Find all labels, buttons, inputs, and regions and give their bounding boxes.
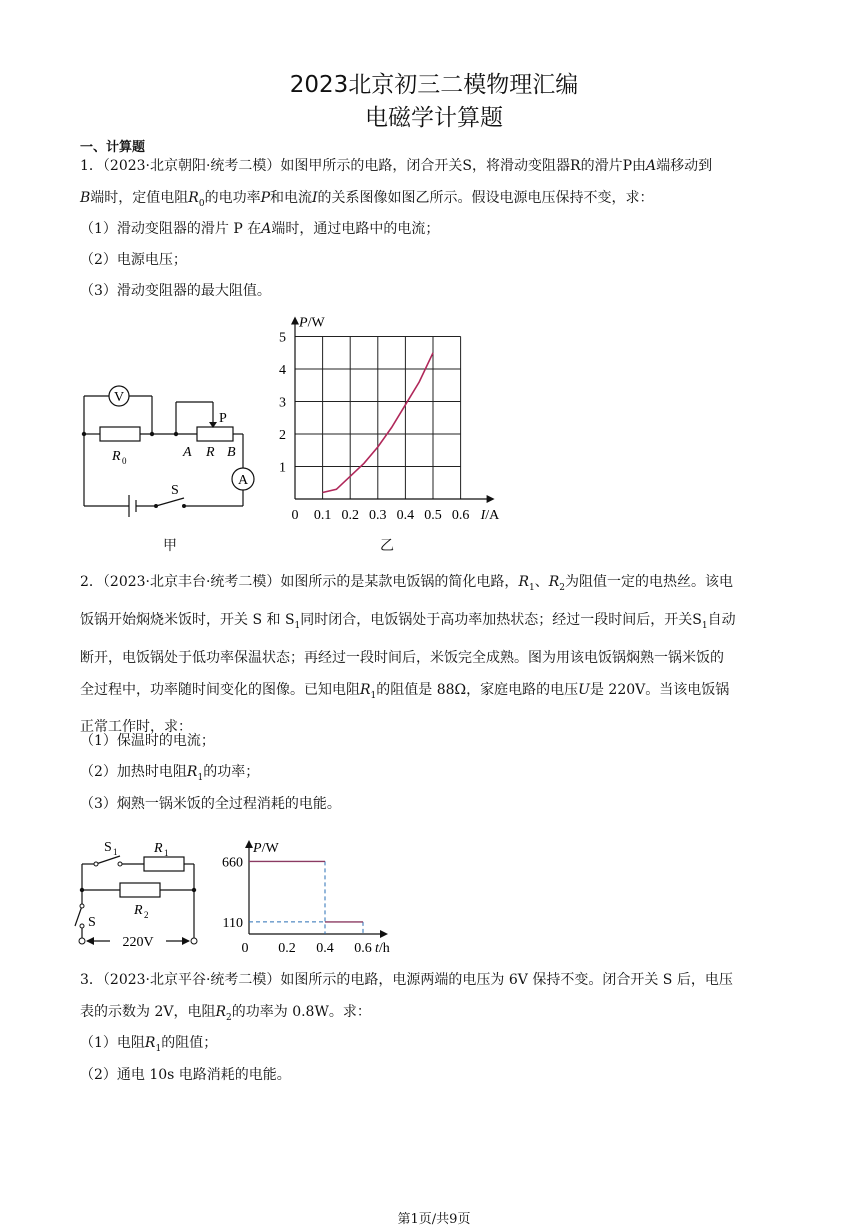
q2-sub1: （1）保温时的电流；: [80, 733, 215, 749]
s1-subscript: 1: [113, 847, 118, 857]
s1-label: S: [104, 840, 112, 855]
figure-label-jia: 甲: [163, 538, 177, 554]
r0-subscript: 0: [122, 456, 127, 466]
x-tick-label: 0.1: [313, 508, 332, 523]
x-tick-label: 0.4: [316, 941, 334, 956]
x-tick-label: 0.2: [341, 508, 359, 523]
y-tick-label: 2: [279, 428, 286, 443]
x-axis-arrow: [487, 495, 495, 503]
slider-p-label: P: [219, 411, 227, 426]
page-footer: 第1页/共9页: [397, 1212, 471, 1227]
q2-circuit-diagram: [74, 834, 214, 954]
r0-label: R: [112, 449, 121, 464]
q3-stem: 3．（2023·北京平谷·统考二模）如图所示的电路，电源两端的电压为 6V 保持不变。闭合开关 S 后，电压 表的示数为 2V，电阻$R_2$的功率为 0.8W。求：: [80, 972, 733, 1023]
q1-sub1: （1）滑动变阻器的滑片 P 在A端时，通过电路中的电流；: [80, 221, 440, 237]
y-tick-label: 3: [279, 395, 286, 411]
r2-label: R: [134, 903, 143, 918]
x-tick-label: 0.6: [354, 941, 372, 956]
q3-sub2: （2）通电 10s 电路消耗的电能。: [80, 1067, 291, 1083]
y-tick-label: 4: [279, 363, 286, 378]
switch-s-label: S: [88, 915, 96, 930]
supply-voltage-label: 220V: [122, 935, 154, 950]
q1-sub2: （2）电源电压；: [80, 252, 187, 268]
x-tick-label: 0.6: [451, 508, 470, 523]
x-axis-arrow: [380, 930, 388, 938]
x-tick-label: 0.5: [424, 508, 442, 523]
y-axis-label: P/W: [299, 315, 325, 331]
r2-subscript: 2: [144, 910, 149, 920]
document-title: 2023北京初三二模物理汇编: [289, 72, 579, 98]
power-current-chart: [266, 305, 516, 530]
figure-label-yi: 乙: [380, 538, 394, 554]
x-tick-label: 0.3: [369, 508, 387, 523]
y-axis-label: P/W: [253, 841, 279, 856]
q1-stem: 1．（2023·北京朝阳·统考二模）如图甲所示的电路，闭合开关S，将滑动变阻器R的滑片P由A端移动到 B端时，定值电阻$R_0$的电功率P和电流I的关系图像如图乙所示。假设电源电压保持不变，求：: [80, 158, 713, 209]
x-tick-label: 0.2: [278, 941, 296, 956]
x-axis-label: t/h: [375, 941, 390, 956]
voltmeter-label: V: [113, 390, 125, 405]
x-tick-label: 0: [241, 941, 249, 956]
r1-subscript: 1: [164, 848, 169, 858]
end-a-label: A: [183, 445, 192, 460]
y-tick-label: 5: [279, 330, 286, 346]
document-subtitle: 电磁学计算题: [365, 105, 503, 131]
r1-label: R: [154, 841, 163, 856]
x-tick-label: 0.4: [396, 508, 415, 523]
y-tick-label: 110: [222, 915, 243, 931]
x-tick-label: 0: [291, 508, 299, 523]
end-b-label: B: [227, 445, 236, 460]
section-heading: 一、计算题: [80, 140, 146, 155]
ammeter-label: A: [237, 473, 249, 488]
switch-s-label: S: [171, 483, 179, 498]
q2-sub2: （2）加热时电阻$R_1$的功率；: [80, 764, 260, 783]
y-tick-label: 660: [222, 855, 243, 871]
q1-circuit-diagram: [76, 378, 266, 518]
y-axis-arrow: [291, 317, 299, 325]
y-tick-label: 1: [279, 460, 286, 476]
power-time-chart: [216, 822, 396, 954]
rheostat-r-label: R: [206, 445, 215, 460]
q3-sub1: （1）电阻$R_1$的阻值；: [80, 1035, 218, 1054]
q2-stem: 2．（2023·北京丰台·统考二模）如图所示的是某款电饭锅的简化电路，$R_1$、$R_2$为阻值一定的电热丝。该电 饭锅开始焖烧米饭时，开关 S 和 $S_1$同时闭合，电饭锅处于高功率加热状态；经过一段时间后，开关$S_1$自动 断开，电饭锅处于低功率保温状态；再经过一段时间后，米饭完全成熟。图为用该电饭锅焖熟一锅米饭的 全过程中，功率随时间变化的图像。已知电阻$R_1$的阻值是 88Ω，家庭电路的电压U是 220V。当该电饭锅 正常工作时，求：: [80, 574, 736, 736]
x-axis-label: I/A: [480, 508, 500, 523]
y-axis-arrow: [245, 840, 253, 848]
q1-sub3: （3）滑动变阻器的最大阻值。: [80, 283, 271, 299]
q2-sub3: （3）焖熟一锅米饭的全过程消耗的电能。: [80, 796, 341, 812]
